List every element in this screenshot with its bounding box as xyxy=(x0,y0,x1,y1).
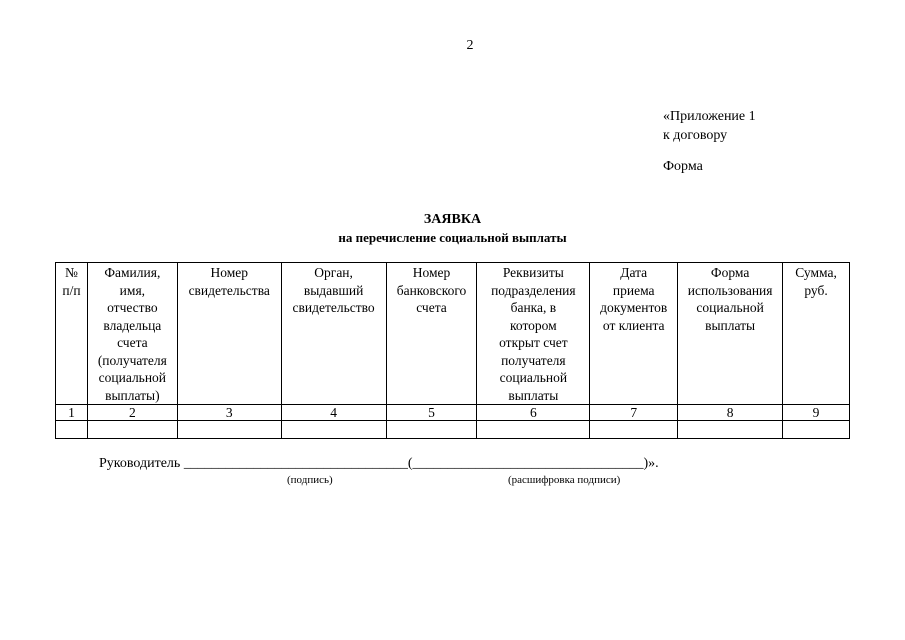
header-line: выплаты xyxy=(705,317,756,333)
column-number-cell: 4 xyxy=(281,405,386,421)
table-cell xyxy=(56,421,88,439)
header-line: имя, xyxy=(119,282,146,298)
page-number: 2 xyxy=(466,38,474,53)
header-line: (получателя xyxy=(97,352,167,368)
header-cell xyxy=(281,263,386,405)
column-number-cell: 6 xyxy=(477,405,590,421)
request-table xyxy=(55,262,850,439)
header-line: свидетельство xyxy=(292,300,375,315)
header-line: счета xyxy=(416,300,447,315)
header-cell xyxy=(386,263,477,405)
header-line: п/п xyxy=(62,282,81,298)
column-number-cell: 9 xyxy=(783,405,850,421)
column-number-cell: 5 xyxy=(386,405,477,421)
header-line: от клиента xyxy=(602,317,665,333)
header-line: свидетельства xyxy=(188,282,270,298)
table-cell xyxy=(386,421,477,439)
header-line: использования xyxy=(687,282,773,298)
signature-label: Руководитель xyxy=(99,456,181,471)
header-line: Сумма, xyxy=(795,265,837,280)
table-cell xyxy=(281,421,386,439)
header-line: банка, в xyxy=(510,300,557,315)
title-main: ЗАЯВКА xyxy=(423,212,482,227)
header-line: владельца xyxy=(103,317,162,333)
header-line: получателя xyxy=(501,352,566,368)
header-line: Реквизиты xyxy=(502,265,564,280)
header-cell xyxy=(56,263,88,405)
table-cell xyxy=(477,421,590,439)
header-line: социальной xyxy=(499,370,568,385)
header-line: Дата xyxy=(620,265,648,280)
appendix-reference xyxy=(663,107,756,145)
column-number-row xyxy=(56,405,850,421)
signature-decode-caption: (расшифровка подписи) xyxy=(508,474,621,486)
header-line: № xyxy=(65,265,78,280)
header-line: подразделения xyxy=(491,282,576,298)
header-cell xyxy=(783,263,850,405)
header-cell xyxy=(590,263,678,405)
table-cell xyxy=(678,421,783,439)
header-cell xyxy=(87,263,177,405)
header-line: выплаты) xyxy=(105,387,160,403)
header-line: банковского xyxy=(396,282,467,298)
header-cell xyxy=(678,263,783,405)
header-line: Номер xyxy=(210,265,248,280)
appendix-line-2: к договору xyxy=(663,128,728,143)
header-line: открыт счет xyxy=(499,335,568,350)
header-line: руб. xyxy=(804,282,828,298)
signature-blank: ________________________________(_________________________________)». xyxy=(183,456,659,471)
header-line: Номер xyxy=(412,265,451,280)
header-line: документов xyxy=(600,300,668,315)
empty-data-row xyxy=(56,421,850,439)
signature-caption: (подпись) xyxy=(287,474,333,486)
column-number-cell: 3 xyxy=(177,405,281,421)
table-cell xyxy=(87,421,177,439)
column-number-cell: 8 xyxy=(678,405,783,421)
header-line: Форма xyxy=(710,265,750,280)
header-cell xyxy=(177,263,281,405)
column-number-cell: 1 xyxy=(56,405,88,421)
header-line: социальной xyxy=(98,370,167,385)
header-cell xyxy=(477,263,590,405)
header-line: отчество xyxy=(107,300,158,315)
title-sub: на перечисление социальной выплаты xyxy=(338,230,567,245)
header-line: выдавший xyxy=(303,282,364,298)
document-title xyxy=(0,211,905,247)
form-label: Форма xyxy=(663,159,703,174)
header-line: Орган, xyxy=(314,265,353,280)
table-cell xyxy=(590,421,678,439)
header-line: приема xyxy=(612,282,655,298)
header-line: выплаты xyxy=(508,387,559,403)
signature-line xyxy=(99,456,659,472)
header-line: социальной xyxy=(696,300,764,315)
header-line: Фамилия, xyxy=(104,265,161,280)
column-number-cell: 2 xyxy=(87,405,177,421)
column-number-cell: 7 xyxy=(590,405,678,421)
table-header-row xyxy=(56,263,850,405)
header-line: счета xyxy=(117,335,148,350)
table-cell xyxy=(783,421,850,439)
header-line: котором xyxy=(510,317,557,333)
table-cell xyxy=(177,421,281,439)
appendix-line-1: «Приложение 1 xyxy=(663,109,756,124)
